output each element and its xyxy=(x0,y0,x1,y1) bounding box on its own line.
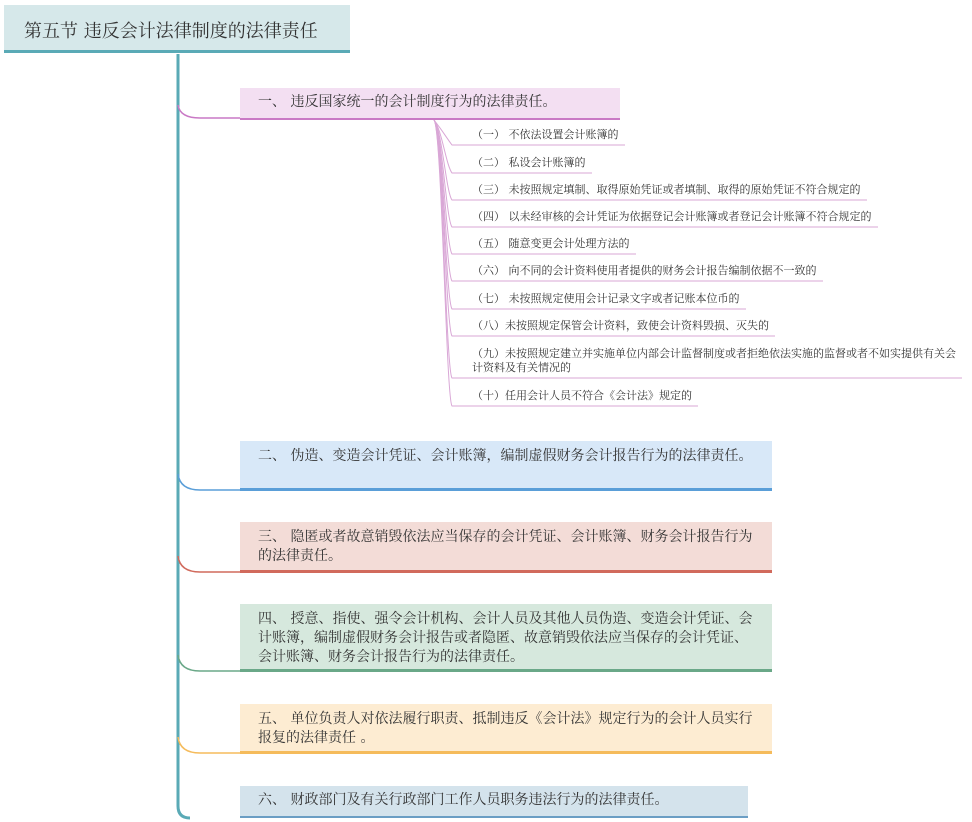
branch-6[interactable] xyxy=(240,786,748,818)
sub-item-8-label: （八）未按照规定保管会计资料，致使会计资料毁损、灭失的 xyxy=(472,319,769,332)
sub-item-5-label: （五） 随意变更会计处理方法的 xyxy=(472,237,630,250)
sub-item-10-label: （十）任用会计人员不符合《会计法》规定的 xyxy=(472,389,692,402)
branch-5[interactable] xyxy=(240,704,772,754)
branch-2-label: 二、 伪造、变造会计凭证、会计账簿，编制虚假财务会计报告行为的法律责任。 xyxy=(258,448,753,464)
sub-item-6[interactable] xyxy=(466,264,817,278)
connector-branch-5 xyxy=(178,737,240,753)
connector-branch-2 xyxy=(178,474,240,490)
branch-3-label: 三、 隐匿或者故意销毁依法应当保存的会计凭证、会计账簿、财务会计报告行为的法律责任。 xyxy=(258,529,753,564)
trunk-line xyxy=(178,54,190,818)
sub-item-10[interactable] xyxy=(466,389,692,403)
branch-4[interactable] xyxy=(240,604,772,672)
sub-item-8[interactable] xyxy=(466,319,769,333)
sub-item-1[interactable] xyxy=(466,128,619,142)
branch-1-label: 一、 违反国家统一的会计制度行为的法律责任。 xyxy=(258,94,557,110)
sub-item-2[interactable] xyxy=(466,156,586,170)
connector-branch-1 xyxy=(178,105,240,118)
connector-branch-4 xyxy=(178,655,240,671)
root-topic[interactable] xyxy=(4,5,350,53)
branch-3[interactable] xyxy=(240,522,772,573)
branch-5-label: 五、 单位负责人对依法履行职责、抵制违反《会计法》规定行为的会计人员实行报复的法律责任 。 xyxy=(258,711,753,746)
sub-item-6-label: （六） 向不同的会计资料使用者提供的财务会计报告编制依据不一致的 xyxy=(472,264,817,277)
branch-4-label: 四、 授意、指使、强令会计机构、会计人员及其他人员伪造、变造会计凭证、会计账簿，编制虚假财务会计报告或者隐匿、故意销毁依法应当保存的会计凭证、会计账簿、财务会计报告行为的法律责任。 xyxy=(258,611,753,665)
sub-item-1-label: （一） 不依法设置会计账簿的 xyxy=(472,128,619,141)
branch-1[interactable] xyxy=(240,88,620,120)
sub-item-3[interactable] xyxy=(466,183,861,197)
sub-item-7-label: （七） 未按照规定使用会计记录文字或者记账本位币的 xyxy=(472,292,740,305)
sub-item-4-label: （四） 以未经审核的会计凭证为依据登记会计账簿或者登记会计账簿不符合规定的 xyxy=(472,210,872,223)
sub-item-7[interactable] xyxy=(466,292,740,306)
branch-6-label: 六、 财政部门及有关行政部门工作人员职务违法行为的法律责任。 xyxy=(258,792,669,808)
sub-item-9[interactable] xyxy=(466,347,956,375)
sub-item-5[interactable] xyxy=(466,237,630,251)
connector-branch-3 xyxy=(178,556,240,572)
sub-item-9-label: （九）未按照规定建立并实施单位内部会计监督制度或者拒绝依法实施的监督或者不如实提供有关会计资料及有关情况的 xyxy=(472,347,956,374)
sub-item-4[interactable] xyxy=(466,210,872,224)
root-title: 第五节 违反会计法律制度的法律责任 xyxy=(24,21,318,42)
sub-item-2-label: （二） 私设会计账簿的 xyxy=(472,156,586,169)
branch-2[interactable] xyxy=(240,441,772,491)
sub-item-3-label: （三） 未按照规定填制、取得原始凭证或者填制、取得的原始凭证不符合规定的 xyxy=(472,183,861,196)
